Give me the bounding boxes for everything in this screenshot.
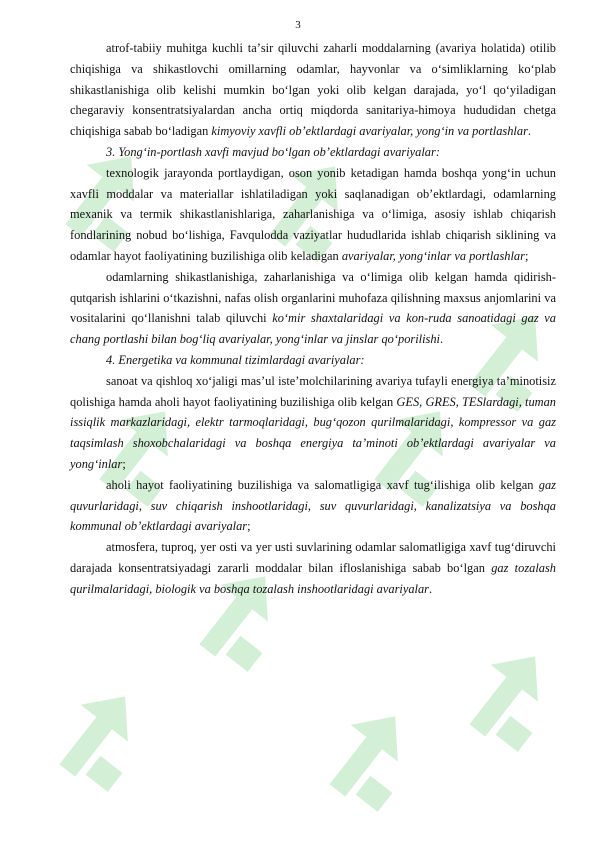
- watermark-logo-icon: [288, 678, 442, 832]
- body-paragraph: [70, 537, 556, 599]
- body-paragraph: [70, 163, 556, 267]
- italic-text: gaz quvurlaridagi, suv chiqarish inshootlaridagi, suv quvurlaridagi, kanalizatsiya va boshqa kommunal obʼektlardagi avariyalar: [70, 477, 556, 534]
- italic-text: koʻmir shaxtalaridagi va kon-ruda sanoatidagi gaz va chang portlashi bilan bogʻliq avariyalar, yongʻinlar va jinslar qoʻporilishi: [70, 311, 556, 347]
- body-paragraph: [70, 475, 556, 537]
- text-run: ;: [247, 519, 251, 534]
- body-paragraph: [70, 267, 556, 350]
- italic-text: avariyalar, yongʻinlar va portlashlar: [341, 248, 525, 263]
- watermark-logo-icon: [428, 618, 582, 772]
- text-run: sanoat va qishloq xoʻjaligi masʼul isteʼmolchilarining avariya tufayli energiya taʼminotisiz qolishiga hamda aholi hayot faoliyatining buzilishiga olib kelgan: [70, 373, 556, 409]
- text-run: ;: [122, 456, 126, 471]
- text-run: ;: [524, 248, 529, 263]
- section-heading: [70, 142, 556, 163]
- italic-text: kimyoviy xavfli obʼektlardagi avariyalar, yongʻin va portlashlar: [211, 124, 528, 139]
- italic-text: 3. Yongʻin-portlash xavfi mavjud boʻlgan obʼektlardagi avariyalar:: [106, 144, 440, 159]
- italic-text: 4. Energetika va kommunal tizimlardagi avariyalar:: [106, 352, 365, 367]
- italic-text: GES, GRES, TESlardagi, tuman issiqlik markazlaridagi, elektr tarmoqlaridagi, bugʻqozon qurilmalaridagi, kompressor va gaz taqsimlash shoxobchalaridagi va boshqa energiya taʼminoti obʼektlardagi avariyalar va yongʻinlar: [70, 394, 556, 471]
- italic-text: gaz tozalash qurilmalaridagi, biologik va boshqa tozalash inshootlaridagi avariyalar: [70, 560, 556, 596]
- text-run: atrof-tabiiy muhitga kuchli taʼsir qiluvchi zaharli moddalarning (avariya holatida) otilib chiqishiga va shikastlovchi omillarning odamlar, hayvonlar va oʻsimliklarning koʻplab shikastlanishiga olib kelishi mumkin boʻlgan yoki olib kelgan darajada, yoʻl qoʻyiladigan chegaraviy konsentratsiyalardan ancha ortiq miqdorda sanitariya-himoya hududidan chetga chiqishiga sabab boʻladigan: [70, 41, 556, 139]
- text-run: atmosfera, tuproq, yer osti va yer usti suvlarining odamlar salomatligiga xavf tugʻdiruvchi darajada konsentratsiyadagi zararli moddalar bilan ifloslanishiga sabab boʻlgan: [70, 540, 556, 575]
- section-heading: [70, 350, 556, 371]
- text-run: texnologik jarayonda portlaydigan, oson yonib ketadigan hamda boshqa yongʻin uchun xavfli moddalar va materiallar ishlatiladigan yoki saqlanadigan obʼektlardagi, odamlarning mexanik va termik shikastlanishlariga, zaharlanishiga va oʻlimiga, asosiy ishlab chiqarish fondlarining nobud boʻlishiga, Favqulodda vaziyatlar hududlarida ishlab chiqarish siklining va odamlar hayot faoliyatining buzilishiga olib keladigan: [70, 165, 556, 263]
- text-run: odamlarning shikastlanishiga, zaharlanishiga va oʻlimiga olib kelgan hamda qidirish-qutqarish ishlarini oʻtkazishni, nafas olish organlarini muhofaza qilishning maxsus anjomlarini va vositalarini qoʻllanishni talab qiluvchi: [70, 269, 556, 326]
- watermark-logo-icon: [18, 658, 172, 812]
- text-run: .: [429, 581, 433, 596]
- text-run: .: [527, 124, 531, 139]
- document-body: [70, 38, 556, 600]
- text-run: .: [440, 332, 444, 347]
- page-number: 3: [295, 19, 301, 31]
- text-run: aholi hayot faoliyatining buzilishiga va salomatligiga xavf tugʻilishiga olib kelgan: [106, 477, 539, 492]
- body-paragraph: [70, 38, 556, 142]
- body-paragraph: [70, 371, 556, 475]
